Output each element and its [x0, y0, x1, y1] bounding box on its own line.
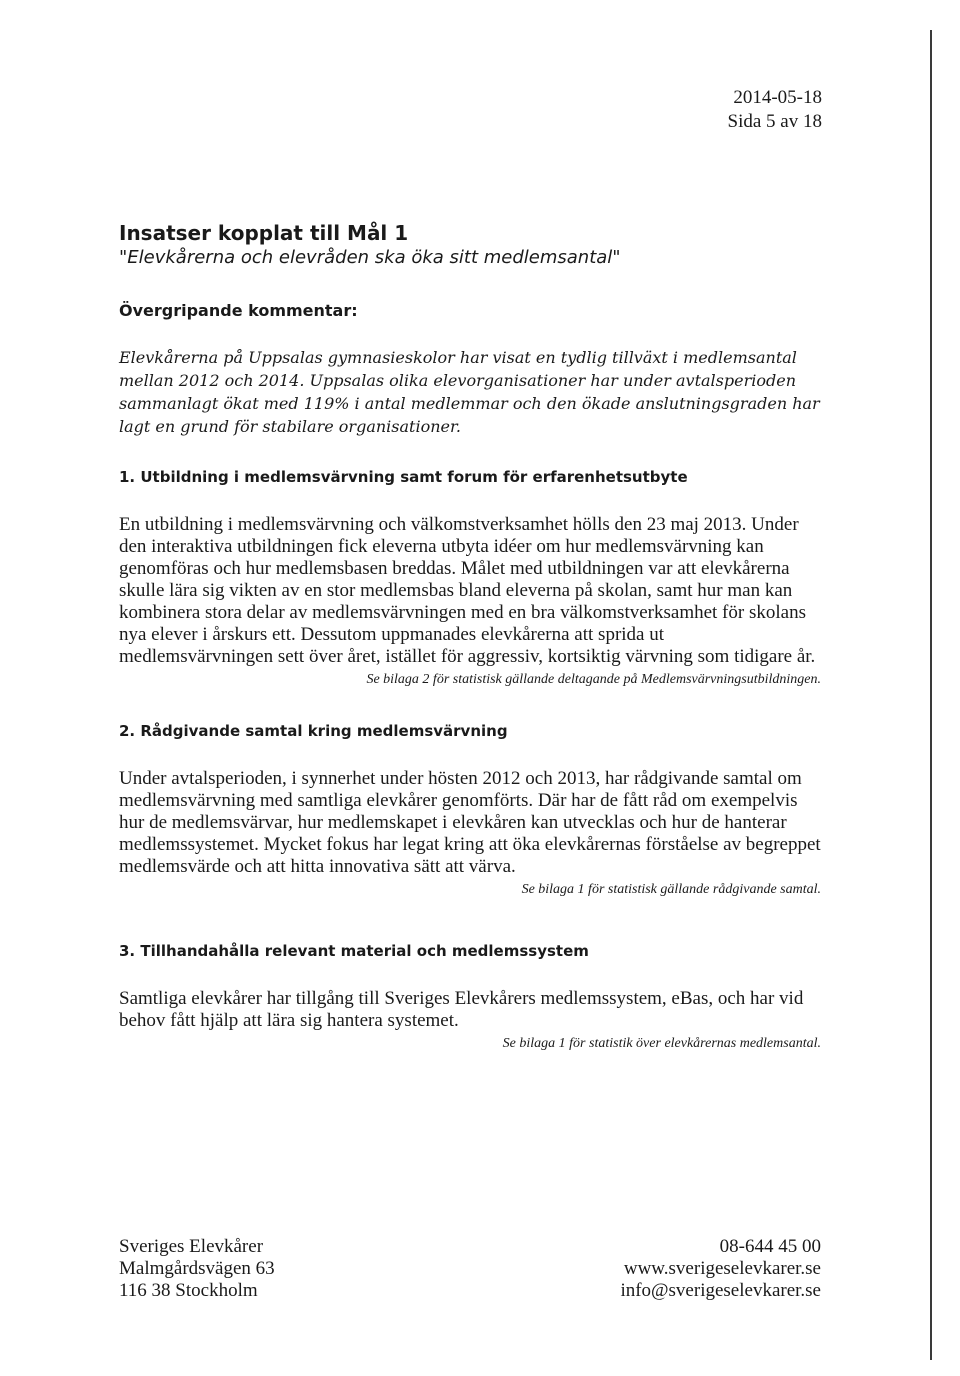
section-heading: 1. Utbildning i medlemsvärvning samt forum för erfarenhetsutbyte: [119, 468, 688, 486]
goal-subtitle: "Elevkårerna och elevråden ska öka sitt medlemsantal": [119, 247, 621, 268]
footer-phone: 08-644 45 00: [719, 1236, 821, 1257]
page-edge-line: [930, 30, 932, 1360]
page-title: Insatser kopplat till Mål 1: [119, 221, 409, 245]
section-heading: 3. Tillhandahålla relevant material och medlemssystem: [119, 942, 589, 960]
document-body: [119, 220, 821, 1054]
document-date: 2014-05-18: [733, 87, 822, 108]
overview-text: Elevkårerna på Uppsalas gymnasieskolor har visat en tydlig tillväxt i medlemsantal mellan 2012 och 2014. Uppsalas olika elevorganisationer har under avtalsperioden sammanlagt ökat med 119% i antal medlemmar och den ökade anslutningsgraden har lagt en grund för stabilare organisationer.: [119, 348, 820, 436]
overview-label: Övergripande kommentar:: [119, 301, 358, 320]
section-body: Under avtalsperioden, i synnerhet under hösten 2012 och 2013, har rådgivande samtal om medlemsvärvning med samtliga elevkårer genomförts. Där har de fått råd om exempelvis hur de medlemsvärvar, hur medlemskapet i elevkåren kan utvecklas och hur de hanterar medlemssystemet. Mycket fokus har legat kring att öka elevkårernas förståelse av begreppet medlemsvärde och att hitta innovativa sätt att värva.: [119, 768, 821, 877]
footer-email-link[interactable]: info@sverigeselevkarer.se: [620, 1280, 821, 1301]
footer-org: Sveriges Elevkårer: [119, 1236, 264, 1257]
page-footer: [119, 1236, 821, 1302]
footer-street: Malmgårdsvägen 63: [119, 1258, 275, 1279]
section-1: [119, 466, 821, 690]
section-2: [119, 720, 821, 900]
section-reference: Se bilaga 2 för statistisk gällande deltagande på Medlemsvärvningsutbildningen.: [366, 672, 821, 687]
page-number: Sida 5 av 18: [727, 111, 822, 132]
section-reference: Se bilaga 1 för statistisk gällande rådgivande samtal.: [521, 882, 821, 897]
section-heading: 2. Rådgivande samtal kring medlemsvärvning: [119, 722, 508, 740]
footer-contact: [620, 1236, 821, 1302]
footer-city: 116 38 Stockholm: [119, 1280, 258, 1301]
section-body: En utbildning i medlemsvärvning och välkomstverksamhet hölls den 23 maj 2013. Under den interaktiva utbildningen fick eleverna utbyta idéer om hur medlemsvärvning kan genomföras och hur medlemsbasen breddas. Målet med utbildningen var att elevkårerna skulle lära sig vikten av en stor medlemsbas bland eleverna på skolan, samt hur man kan kombinera stora delar av medlemsvärvningen med en bra välkomstverksamhet för skolans nya elever i årskurs ett. Dessutom uppmanades elevkårerna att sprida ut medlemsvärvningen sett över året, istället för aggressiv, kortsiktig värvning som tidigare år.: [119, 514, 816, 667]
footer-web-link[interactable]: www.sverigeselevkarer.se: [623, 1258, 821, 1279]
section-3: [119, 940, 821, 1054]
section-reference: Se bilaga 1 för statistik över elevkårernas medlemsantal.: [502, 1036, 821, 1051]
section-body: Samtliga elevkårer har tillgång till Sveriges Elevkårers medlemssystem, eBas, och har vid behov fått hjälp att lära sig hantera systemet.: [119, 988, 804, 1031]
footer-address: [119, 1236, 275, 1302]
page-header: [728, 86, 822, 134]
